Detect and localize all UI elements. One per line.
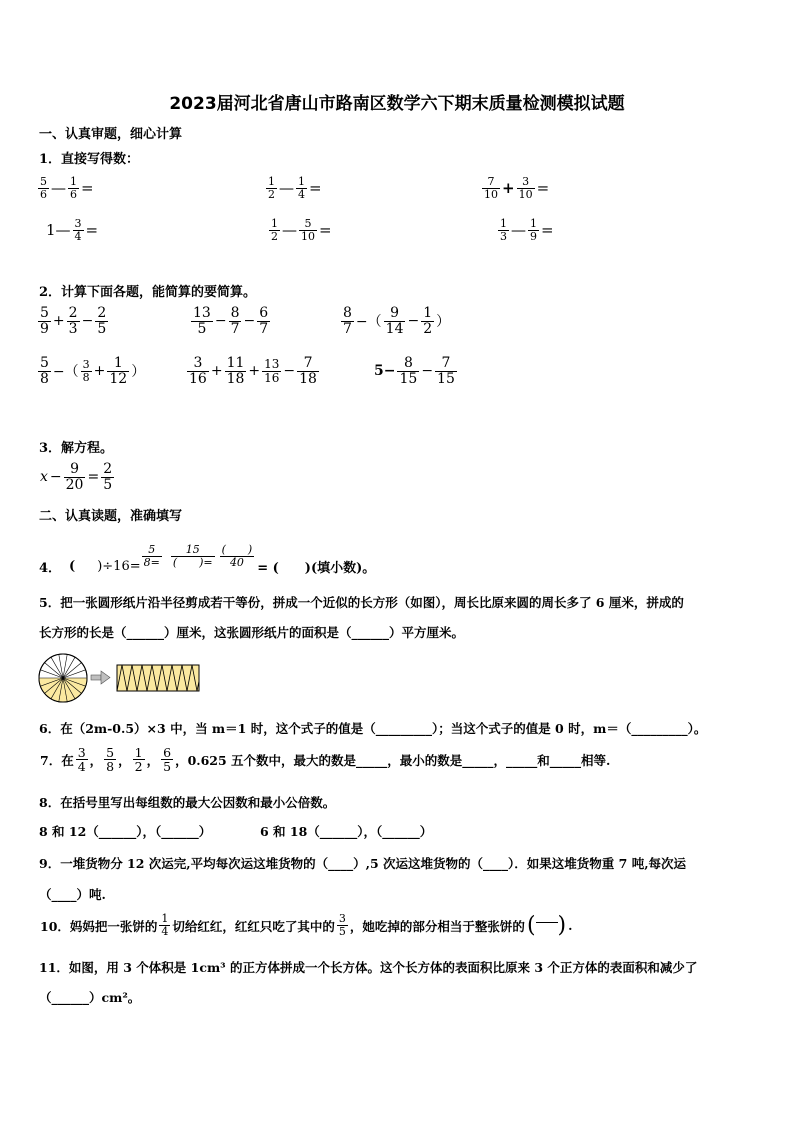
question-1-label: 1．直接写得数： bbox=[39, 152, 140, 167]
page-title: 2023届河北省唐山市路南区数学六下期末质量检测模拟试题 bbox=[169, 94, 625, 114]
q1-item-4: 1— $\frac{3}{4}$ = bbox=[46, 217, 99, 243]
arrow-icon bbox=[91, 671, 110, 684]
sectored-circle bbox=[39, 654, 87, 702]
q2-expr-5: $\frac{3}{16}$ + $\frac{11}{18}$ + $\frac{13}{16}$ − $\frac{7}{18}$ bbox=[189, 355, 317, 387]
q3-equation: x − $\frac{9}{20}$ = $\frac{2}{5}$ bbox=[40, 461, 113, 493]
question-8-label: 8．在括号里写出每组数的最大公因数和最小公倍数。 bbox=[39, 795, 336, 810]
q2-expr-2: $\frac{13}{5}$ − $\frac{8}{7}$ − $\frac{6}{7}$ bbox=[193, 305, 269, 337]
question-11-line-2: （______）cm²。 bbox=[39, 990, 141, 1005]
answer-blank-fraction[interactable]: ( ) bbox=[526, 913, 567, 938]
approx-rectangle bbox=[117, 665, 199, 691]
circle-to-rectangle-figure bbox=[37, 652, 209, 704]
q1-item-6: $\frac{1}{3}$ — $\frac{1}{9}$ = bbox=[500, 217, 554, 243]
section-heading-1: 一、认真审题，细心计算 bbox=[39, 127, 183, 142]
question-4: 4． ( )÷16= $\frac{5}{8=}$ $\frac{15}{( )=}$ $\frac{( )}{40}$ = ( )(填小数)。 bbox=[39, 543, 376, 576]
q1-item-3: $\frac{7}{10}$ + $\frac{3}{10}$ = bbox=[484, 175, 550, 201]
q2-expr-6: 5− $\frac{8}{15}$ − $\frac{7}{15}$ bbox=[374, 355, 455, 387]
question-5-line-2: 长方形的长是（______）厘米，这张圆形纸片的面积是（______）平方厘米。 bbox=[39, 625, 465, 640]
q2-expr-1: $\frac{5}{9}$ + $\frac{2}{3}$ − $\frac{2}{5}$ bbox=[40, 305, 107, 337]
q1-item-1: $\frac{5}{6}$ — $\frac{1}{6}$ = bbox=[40, 175, 94, 201]
q1-item-5: $\frac{1}{2}$ — $\frac{5}{10}$ = bbox=[271, 217, 332, 243]
question-2-label: 2．计算下面各题，能简算的要简算。 bbox=[39, 285, 257, 300]
question-7: 7．在 $\frac{3}{4}$ ， $\frac{5}{8}$ ， $\frac{1}{2}$ ， $\frac{6}{5}$ ，0.625 五个数中，最大的数是_____，最小的数是_____，_____和_____相等. bbox=[40, 745, 611, 775]
q2-expr-3: $\frac{8}{7}$ −（ $\frac{9}{14}$ − $\frac{1}{2}$ ） bbox=[343, 305, 451, 337]
question-3-label: 3．解方程。 bbox=[39, 441, 114, 456]
section-heading-2: 二、认真读题，准确填写 bbox=[39, 509, 183, 524]
question-10: 10．妈妈把一张饼的 $\frac{1}{4}$ 切给红红，红红只吃了其中的 $\frac{3}{5}$ ，她吃掉的部分相当于整张饼的( ) . bbox=[40, 912, 573, 938]
q1-item-2: $\frac{1}{2}$ — $\frac{1}{4}$ = bbox=[268, 175, 322, 201]
question-5-line-1: 5．把一张圆形纸片沿半径剪成若干等份，拼成一个近似的长方形（如图），周长比原来圆的周长多了 6 厘米，拼成的 bbox=[39, 595, 684, 610]
question-9-line-1: 9．一堆货物分 12 次运完,平均每次运这堆货物的（____）,5 次运这堆货物的（____）．如果这堆货物重 7 吨,每次运 bbox=[39, 856, 687, 871]
q2-expr-4: $\frac{5}{8}$ −（ $\frac{3}{8}$ + $\frac{1}{12}$ ） bbox=[40, 355, 146, 387]
question-11-line-1: 11．如图，用 3 个体积是 1cm³ 的正方体拼成一个长方体。这个长方体的表面积比原来 3 个正方体的表面积和减少了 bbox=[39, 960, 698, 975]
question-6: 6．在（2m-0.5）×3 中，当 m＝1 时，这个式子的值是（_________）；当这个式子的值是 0 时，m＝（_________）。 bbox=[39, 721, 707, 736]
question-8-pair-a: 8 和 12（______），（______） bbox=[39, 824, 212, 839]
question-8-pair-b: 6 和 18（______），（______） bbox=[260, 824, 433, 839]
question-9-line-2: （____）吨. bbox=[39, 887, 106, 902]
